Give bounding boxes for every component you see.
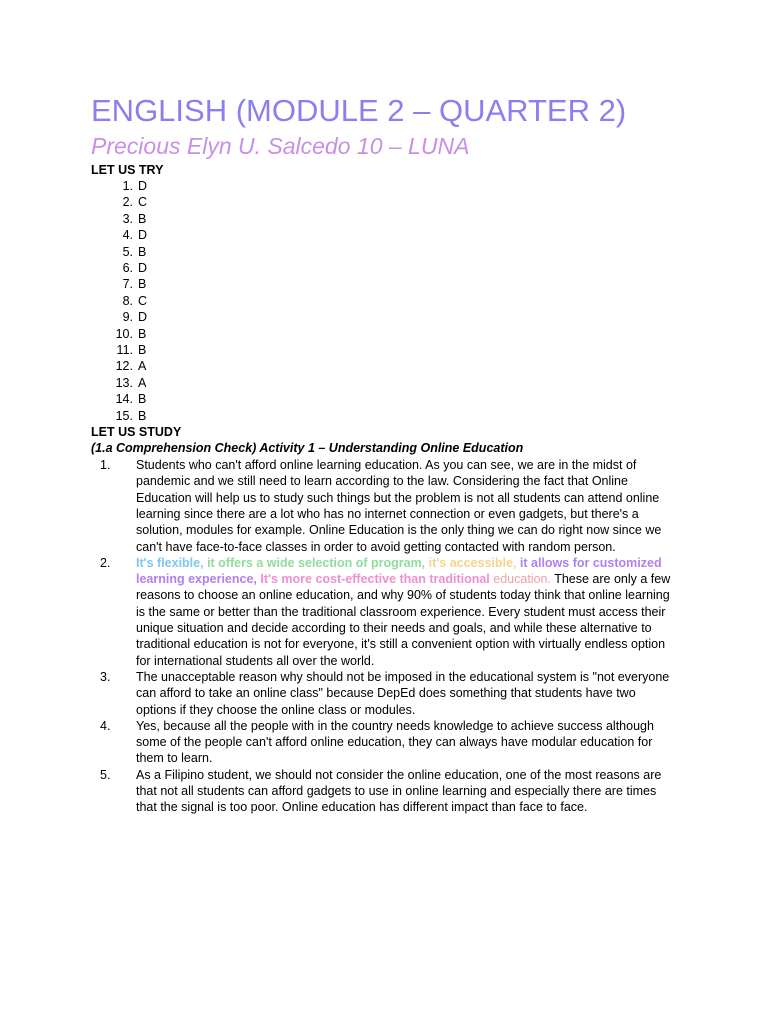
- highlight-education: education.: [493, 572, 551, 587]
- study-answer-item: 2. It's flexible, it offers a wide selection of program, it's accessible, it allows for customized learning experience, It's more cost-effective than traditional education. These are only a few reasons to choose an online education, and why 90% of students today think that online learning is the same or better than the traditional classroom experience. Every student must access their unique situation and decide according to their needs and goals, and while these alternative to traditional education is not for everyone, it's still a convenient option with virtually endless option for international students all over the world.: [91, 555, 691, 669]
- study-answer-list: [91, 457, 691, 816]
- answer-item: 11. B: [116, 343, 147, 358]
- highlight-accessible: it's accessible,: [428, 555, 517, 570]
- answer-item: 7. B: [122, 277, 147, 292]
- highlight-cost-effective: It's more cost-effective than traditional: [260, 572, 490, 587]
- study-answer-item: 4. Yes, because all the people with in the country needs knowledge to achieve success although some of the people can't afford online education, they can always have modular education for them to learn.: [91, 718, 691, 767]
- highlight-selection: it offers a wide selection of program,: [207, 555, 426, 570]
- study-answer-item: 5. As a Filipino student, we should not consider the online education, one of the most reasons are that not all students can afford gadgets to use in online learning and especially there are times that the signal is too poor. Online education has different impact than face to face.: [91, 767, 691, 816]
- study-answer-text: [136, 555, 676, 669]
- answer-list: [91, 178, 691, 424]
- let-us-study-heading: LET US STUDY: [91, 425, 182, 440]
- highlight-customized: it allows for customized learning experience,: [136, 555, 662, 587]
- answer-item: 14. B: [115, 392, 147, 407]
- answer-item: 13. A: [115, 375, 147, 390]
- answer-item: 3. B: [122, 211, 147, 226]
- answer-item: 9. D: [122, 310, 148, 325]
- answer-item: 8. C: [122, 293, 148, 308]
- answer-item: 2. C: [122, 195, 148, 210]
- highlight-flexible: It's flexible,: [136, 555, 204, 570]
- answer-item: 4. D: [122, 228, 148, 243]
- let-us-try-heading: LET US TRY: [91, 163, 164, 177]
- student-name-section: Precious Elyn U. Salcedo 10 – LUNA: [91, 133, 470, 159]
- study-answer-item: 3. The unacceptable reason why should not be imposed in the educational system is "not everyone can afford to take an online class" because DepEd does something that students have two options if they choose the online class or modules.: [91, 669, 691, 718]
- answer-item: 1. D: [122, 179, 148, 193]
- document-title: ENGLISH (MODULE 2 – QUARTER 2): [91, 93, 627, 128]
- answer-item: 15. B: [115, 408, 147, 423]
- study-answer-item: 1. Students who can't afford online learning education. As you can see, we are in the midst of pandemic and we still need to learn according to the law. Considering the fact that Online Education will help us to study such things but the problem is not all students can attend online learning since there are a lot who has no internet connection or even gadgets, but there's a solution, modules for example. Online Education is the only thing we can do right now since we can't have face-to-face classes in order to avoid getting contacted with random person.: [91, 457, 691, 555]
- study-answer-text: As a Filipino student, we should not consider the online education, one of the most reasons are that not all students can afford gadgets to use in online learning and especially there are times that the signal is too poor. Online education has different impact than face to face.: [136, 767, 662, 815]
- study-answer-text: The unacceptable reason why should not be imposed in the educational system is "not everyone can afford to take an online class" because DepEd does something that students have two options if they choose the online class or modules.: [136, 669, 670, 717]
- answer-item: 10. B: [115, 326, 147, 341]
- study-answer-text: Yes, because all the people with in the country needs knowledge to achieve success although some of the people can't afford online education, they can always have modular education for them to learn.: [136, 718, 654, 766]
- study-answer-body: These are only a few reasons to choose an online education, and why 90% of students today think that online learning is the same or better than the traditional classroom experience. Every student must access their unique situation and decide according to their needs and goals, and while these alternative to traditional education is not for everyone, it's still a convenient option with virtually endless option for international students all over the world.: [136, 572, 671, 668]
- answer-item: 6. D: [122, 261, 148, 276]
- activity-title: (1.a Comprehension Check) Activity 1 – Understanding Online Education: [91, 441, 524, 456]
- answer-item: 5. B: [122, 244, 147, 259]
- answer-item: 12. A: [115, 359, 147, 374]
- study-answer-text: Students who can't afford online learning education. As you can see, we are in the midst of pandemic and we still need to learn according to the law. Considering the fact that Online Education will help us to study such things but the problem is not all students can attend online learning since there are a lot who has no internet connection or even gadgets, but there's a solution, modules for example. Online Education is the only thing we can do right now since we can't have face-to-face classes in order to avoid getting contacted with random person.: [136, 458, 662, 554]
- document-page: [91, 92, 691, 816]
